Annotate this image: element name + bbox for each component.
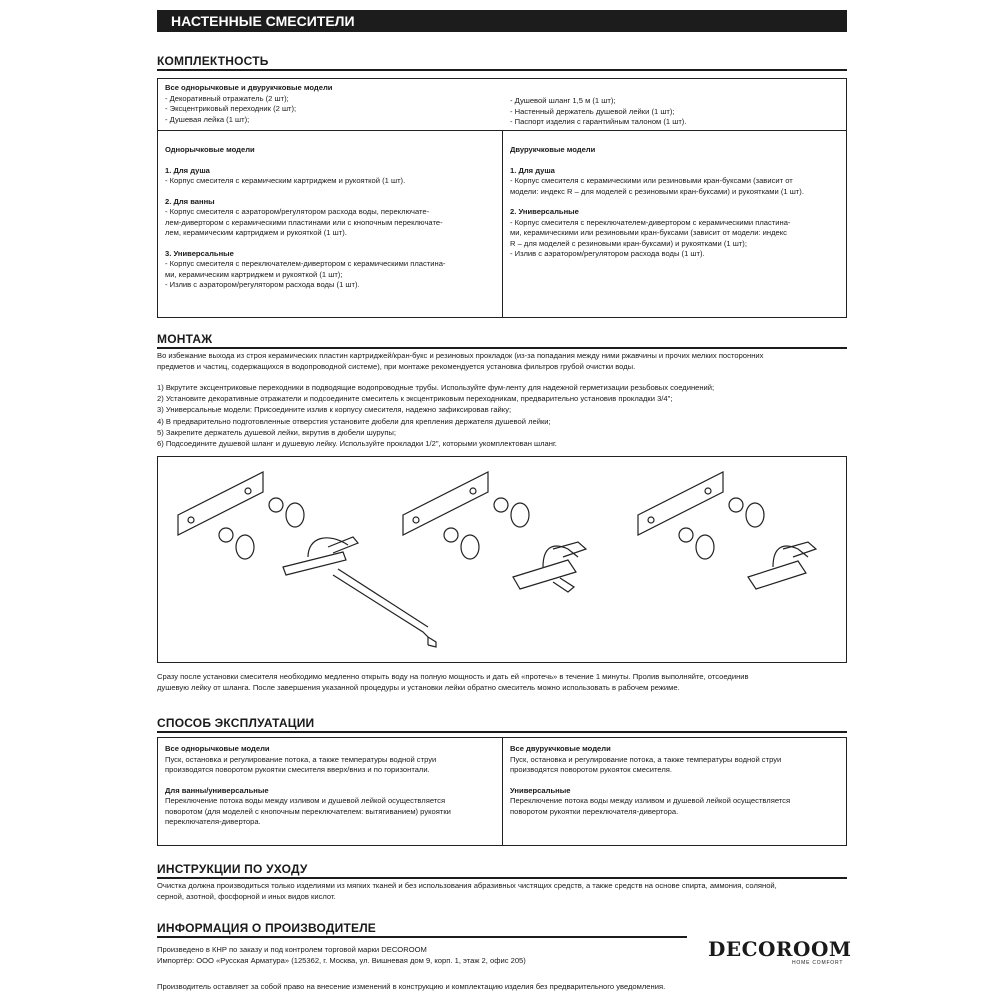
usage-line: переключателя-дивертора. [165, 817, 261, 826]
decoroom-logo [708, 937, 852, 972]
usage-left [165, 744, 451, 828]
mount-after-line: душевую лейку от шланга. После завершения указанной процедуры и установки лейки обратно смеситель можно использовать в рабочем режиме. [157, 682, 680, 692]
kit-item: - Эксцентриковый переходник (2 шт); [165, 104, 297, 113]
fixture-drawing-2 [403, 472, 586, 592]
usage-col-divider [502, 738, 503, 845]
kit-line: - Излив с аэратором/регулятором расхода воды (1 шт). [510, 249, 705, 258]
usage-line: поворотом (для моделей с кнопочным переключателем: вытягиванием) рукоятки [165, 806, 451, 816]
kit-col-divider [502, 130, 503, 318]
usage-right-heading2: Универсальные [510, 785, 571, 795]
usage-left-heading2: Для ванны/универсальные [165, 785, 269, 795]
mount-after-line: Сразу после установки смесителя необходимо медленно открыть воду на полную мощность и дать ей «протечь» в течение 1 минуты. Пролив выполняйте, отсоединив [157, 672, 749, 681]
usage-line: Переключение потока воды между изливом и душевой лейкой осуществляется [510, 796, 791, 805]
installation-drawings [158, 457, 846, 662]
logo-subtext: HOME COMFORT [792, 960, 844, 966]
kit-line: ми, керамическим картриджем и рукояткой (1 шт); [165, 269, 343, 279]
kit-title: КОМПЛЕКТНОСТЬ [157, 54, 269, 68]
maker-line: Импортёр: ООО «Русская Арматура» (125362, г. Москва, ул. Вишневая дом 9, корп. 1, этаж 2, офис 205) [157, 955, 526, 965]
care-title: ИНСТРУКЦИИ ПО УХОДУ [157, 862, 308, 876]
mount-intro-line: предметов и частиц, содержащихся в водопроводной системе), при монтаже рекомендуется установка фильтров грубой очистки воды. [157, 361, 636, 371]
usage-right [510, 744, 790, 817]
kit-line: - Корпус смесителя с переключателем-дивертором с керамическими пластина- [510, 217, 791, 227]
mount-steps [157, 382, 847, 449]
kit-single-universal-title: 3. Универсальные [165, 248, 234, 258]
usage-line: Пуск, остановка и регулирование потока, а также температуры водной струи [510, 754, 782, 764]
header-bar [157, 10, 847, 32]
kit-double [510, 145, 842, 260]
kit-all-left [165, 83, 332, 125]
usage-line: поворотом рукоятки переключателя-дивертора. [510, 806, 679, 816]
mount-title: МОНТАЖ [157, 332, 213, 346]
kit-line: - Корпус смесителя с переключателем-дивертором с керамическими пластина- [165, 259, 446, 268]
kit-item: - Настенный держатель душевой лейки (1 шт); [510, 106, 675, 116]
usage-line: Пуск, остановка и регулирование потока, а также температуры водной струи [165, 754, 437, 764]
kit-line: - Корпус смесителя с керамическим картриджем и рукояткой (1 шт). [165, 176, 406, 185]
kit-single-bath-title: 2. Для ванны [165, 196, 215, 206]
fixture-drawing-1 [178, 472, 436, 647]
kit-line: - Корпус смесителя с аэратором/регулятором расхода воды, переключате- [165, 207, 430, 216]
kit-line: R – для моделей с резиновыми кран-буксами) и рукоятками (1 шт); [510, 238, 747, 248]
usage-table [157, 737, 847, 846]
mount-step: 4) В предварительно подготовленные отверстия установите дюбели для крепления держателя душевой лейки; [157, 416, 551, 426]
maker-title: ИНФОРМАЦИЯ О ПРОИЗВОДИТЕЛЕ [157, 921, 377, 935]
maker-disclaimer [157, 982, 847, 993]
mount-rule [157, 347, 847, 349]
care-text [157, 881, 847, 902]
usage-line: Переключение потока воды между изливом и душевой лейкой осуществляется [165, 796, 446, 805]
kit-rule [157, 69, 847, 71]
mount-step: 5) Закрепите держатель душевой лейки, вкрутив в дюбели шурупы; [157, 427, 397, 437]
mount-step: 2) Установите декоративные отражатели и подсоедините смеситель к эксцентриковым переходникам, предварительно установив прокладки 3/4"; [157, 394, 673, 404]
kit-line: ми, керамическими или резиновыми кран-буксами (зависит от модели: индекс [510, 228, 787, 237]
maker-line: Произведено в КНР по заказу и под контролем торговой марки DECOROOM [157, 945, 427, 954]
kit-line: лем-дивертором с керамическими пластинами или с кнопочным переключате- [165, 217, 443, 227]
care-line: Очистка должна производиться только изделиями из мягких тканей и без использования абразивных чистящих средств, а также средств на основе спирта, аммония, соляной, [157, 881, 777, 890]
mount-after [157, 672, 847, 693]
usage-left-heading1: Все однорычковые модели [165, 744, 270, 753]
fixture-drawing-3 [638, 472, 816, 589]
maker-line: Производитель оставляет за собой право на внесение изменений в конструкцию и комплектацию изделия без предварительного уведомления. [157, 982, 666, 991]
maker-rule [157, 936, 687, 938]
usage-right-heading1: Все двурукчковые модели [510, 744, 611, 753]
kit-line: - Излив с аэратором/регулятором расхода воды (1 шт). [165, 280, 360, 289]
mount-step: 3) Универсальные модели: Присоедините излив к корпусу смесителя, надежно зафиксировав гайку; [157, 405, 512, 415]
kit-double-universal-title: 2. Универсальные [510, 207, 579, 216]
kit-all-heading: Все однорычковые и двурукчковые модели [165, 83, 333, 92]
page-title: НАСТЕННЫЕ СМЕСИТЕЛИ [171, 13, 355, 29]
usage-rule [157, 731, 847, 733]
kit-table [157, 78, 847, 318]
maker-info [157, 945, 697, 966]
kit-all-right [510, 96, 686, 128]
kit-double-heading: Двурукчковые модели [510, 145, 596, 154]
kit-item: - Душевой шланг 1,5 м (1 шт); [510, 96, 616, 105]
kit-double-shower-title: 1. Для душа [510, 165, 555, 175]
usage-line: производятся поворотом рукоятки смесителя вверх/вниз и по горизонтали. [165, 765, 430, 774]
mount-intro [157, 351, 847, 372]
kit-item: - Паспорт изделия с гарантийным талоном (1 шт). [510, 117, 687, 126]
kit-item: - Декоративный отражатель (2 шт); [165, 93, 289, 103]
kit-single-shower-title: 1. Для душа [165, 165, 210, 175]
kit-single-heading: Однорычковые модели [165, 145, 255, 154]
usage-line: производятся поворотом рукояток смесителя. [510, 765, 672, 774]
care-rule [157, 877, 847, 879]
mount-step: 6) Подсоедините душевой шланг и душевую лейку. Используйте прокладки 1/2", которыми укомплектован шланг. [157, 439, 557, 449]
kit-line: лем, керамическим картриджем и рукояткой (1 шт). [165, 228, 347, 237]
kit-line: - Корпус смесителя с керамическими или резиновыми кран-буксами (зависит от [510, 176, 793, 185]
logo-text: DECOROOM [708, 937, 852, 961]
mount-intro-line: Во избежание выхода из строя керамических пластин картриджей/кран-букс и резиновых прокладок (из-за попадания между ними ржавчины и прочих мелких посторонних [157, 351, 764, 360]
mount-step: 1) Вкрутите эксцентриковые переходники в подводящие водопроводные трубы. Используйте фум-ленту для надежной герметизации резьбовых соединений; [157, 383, 715, 392]
usage-title: СПОСОБ ЭКСПЛУАТАЦИИ [157, 716, 315, 730]
kit-item: - Душевая лейка (1 шт); [165, 114, 250, 124]
installation-figure [157, 456, 847, 663]
kit-line: модели: индекс R – для моделей с резиновыми кран-буксами) и рукоятками (1 шт). [510, 186, 804, 196]
kit-single [165, 145, 497, 291]
care-line: серной, азотной, фосфорной и иных видов кислот. [157, 891, 336, 901]
